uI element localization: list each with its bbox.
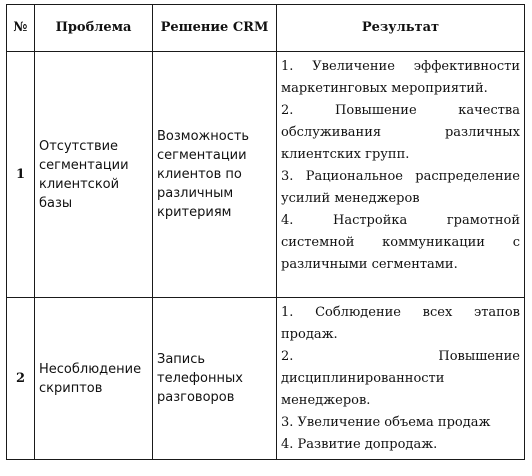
result-cell (277, 52, 525, 298)
header-solution: Решение CRM (153, 5, 277, 52)
result-item: 4. Развитие допродаж. (281, 437, 438, 452)
solution-cell: Возможность сегментации клиентов по различным критериям (153, 52, 277, 298)
row-number: 2 (7, 298, 35, 460)
row-number: 1 (7, 52, 35, 298)
result-cell (277, 298, 525, 460)
table-row (7, 298, 525, 460)
table-header-row (7, 5, 525, 52)
result-item: 3. Рациональное распределение усилий менеджеров (281, 169, 520, 206)
result-item: 3. Увеличение объема продаж (281, 415, 491, 430)
header-result: Результат (277, 5, 525, 52)
solution-cell: Запись телефонных разговоров (153, 298, 277, 460)
problem-cell: Отсутствие сегментации клиентской базы (35, 52, 153, 298)
header-num: № (7, 5, 35, 52)
result-item: 1. Соблюдение всех этапов продаж. (281, 305, 520, 342)
table-row (7, 52, 525, 298)
header-problem: Проблема (35, 5, 153, 52)
result-item: 2. Повышение дисциплинированности менеджеров. (281, 349, 520, 408)
problem-cell: Несоблюдение скриптов (35, 298, 153, 460)
result-item: 1. Увеличение эффективности маркетинговых мероприятий. (281, 59, 520, 96)
result-item: 4. Настройка грамотной системной коммуникации с различными сегментами. (281, 213, 520, 272)
comparison-table (6, 4, 525, 460)
result-item: 2. Повышение качества обслуживания различных клиентских групп. (281, 103, 520, 162)
